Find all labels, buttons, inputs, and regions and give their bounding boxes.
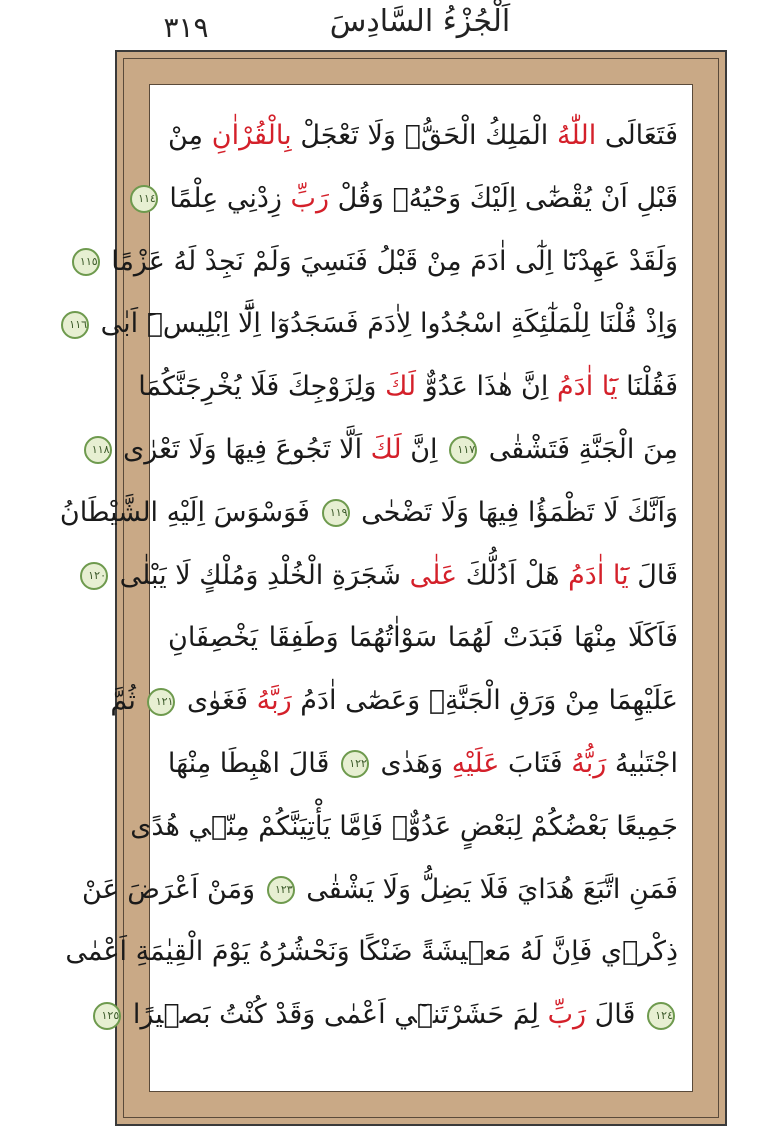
verse-text: وَلَقَدْ عَهِدْنَٓا اِلٰٓى اٰدَمَ مِنْ قَبْلُ فَنَسِيَ وَلَمْ نَجِدْ لَهُ عَزْمًا [102,245,678,277]
ayah-number-marker: ١٢٣ [267,876,295,904]
ayah-number-marker: ١٢١ [147,688,175,716]
verse-text: فَغَوٰى [178,685,257,717]
text-line [79,231,678,294]
verse-text: اَلَّا تَجُوعَ فِيهَا وَلَا تَعْرٰى [114,433,371,465]
verse-text: لِمَ حَشَرْتَن۪ٓي اَعْمٰى وَقَدْ كُنْتُ بَص۪يرًا [124,999,548,1031]
highlighted-word: لَكَ [370,433,402,465]
text-line [91,419,678,482]
highlighted-word: رَبُّهُ [571,747,607,779]
text-line [65,921,678,984]
page-number: ٣١٩ [163,11,209,44]
ayah-number-marker: ١١٦ [61,311,89,339]
ayah-number-marker: ١٢٥ [93,1002,121,1030]
text-line [138,356,678,419]
verse-text: اِنَّ هٰذَا عَدُوٌّ [416,371,557,403]
text-line [88,545,678,608]
verse-text: الْمَلِكُ الْحَقُّۚ وَلَا تَعْجَلْ [291,120,558,151]
verse-text: زِدْنِي عِلْمًا [160,182,291,214]
ayah-number-marker: ١١٤ [130,185,158,213]
verse-text: قَبْلِ اَنْ يُقْضٰٓى اِلَيْكَ وَحْيُهُۘ وَقُلْ [329,182,678,214]
verse-text: فَتَعَالَى [596,120,678,151]
verse-text: قَالَ [628,559,678,591]
text-panel [59,84,693,1092]
verse-text: وَهَدٰى [371,747,452,779]
text-line [101,984,678,1047]
verse-text: وَاَنَّكَ لَا تَظْمَؤُا فِيهَا وَلَا تَضْحٰى [352,496,678,528]
highlighted-word: يَٓا اٰدَمُ [556,371,618,403]
ayah-number-marker: ١١٧ [449,436,477,464]
highlighted-word: عَلٰى [409,559,458,591]
highlighted-word: رَبِّ [290,182,329,214]
verse-text: اِنَّ [401,433,447,465]
text-line [69,293,678,356]
highlighted-word: رَبَّهُ [256,685,292,717]
ayah-number-marker: ١١٥ [72,248,100,276]
verse-text: مِنْ [168,120,212,151]
verse-text: وَاِذْ قُلْنَا لِلْمَلٰٓئِكَةِ اسْجُدُوا لِاٰدَمَ فَسَجَدُوٓا اِلَّٓا اِبْلِيسَۜ اَبٰى [92,308,678,340]
ayah-number-marker: ١١٩ [322,499,350,527]
text-line [110,670,678,733]
highlighted-word: بِالْقُرْاٰنِ [211,120,292,151]
text-line [130,796,678,859]
verse-text: شَجَرَةِ الْخُلْدِ وَمُلْكٍ لَا يَبْلٰى [111,559,410,591]
highlighted-word: لَكَ [385,371,417,403]
highlighted-word: اللّٰهُ [557,120,597,151]
verse-text: فَوَسْوَسَ اِلَيْهِ الشَّيْطَانُ [59,496,319,528]
ayah-number-marker: ١٢٠ [80,562,108,590]
highlighted-word: يَٓا اٰدَمُ [568,559,629,591]
verse-text: وَلِزَوْجِكَ فَلَا يُخْرِجَنَّكُمَا [138,371,386,403]
page-frame [59,50,727,1126]
verse-text: ذِكْر۪ي فَاِنَّ لَهُ مَع۪يشَةً ضَنْكًا وَنَحْشُرُهُ يَوْمَ الْقِيٰمَةِ اَعْمٰى [65,936,678,968]
verse-text: فَاَكَلَا مِنْهَا فَبَدَتْ لَهُمَا سَوْاٰتُهُمَا وَطَفِقَا يَخْصِفَانِ [168,622,678,654]
verse-text: فَمَنِ اتَّبَعَ هُدَايَ فَلَا يَضِلُّ وَلَا يَشْقٰى [297,873,678,905]
text-line [59,482,678,545]
quran-text [59,105,678,1083]
text-line [168,733,678,796]
highlighted-word: رَبِّ [547,999,587,1031]
ayah-number-marker: ١٢٢ [341,750,369,778]
verse-text: اجْتَبٰيهُ [606,747,678,779]
text-line [168,105,678,168]
verse-text: فَقُلْنَا [617,371,678,403]
verse-text: ثُمَّ [110,685,145,717]
verse-text: جَمِيعًا بَعْضُكُمْ لِبَعْضٍ عَدُوٌّۚ فَاِمَّا يَأْتِيَنَّكُمْ مِنّ۪ي هُدًى [130,810,678,842]
text-line [82,859,678,922]
ayah-number-marker: ١١٨ [84,436,112,464]
verse-text: هَلْ اَدُلُّكَ [457,559,569,591]
juz-title: اَلْجُزْءُ السَّادِسَ [329,4,511,39]
verse-text: عَلَيْهِمَا مِنْ وَرَقِ الْجَنَّةِۘ وَعَصٰٓى اٰدَمُ [291,685,678,717]
verse-text: فَتَابَ [499,747,572,779]
verse-text: قَالَ [586,999,644,1031]
text-line [168,607,678,670]
ayah-number-marker: ١٢٤ [647,1002,675,1030]
verse-text: مِنَ الْجَنَّةِ فَتَشْقٰى [480,433,678,465]
text-line [138,168,678,231]
highlighted-word: عَلَيْهِ [451,747,500,779]
verse-text: قَالَ اهْبِطَا مِنْهَا [167,747,338,779]
verse-text: وَمَنْ اَعْرَضَ عَنْ [82,873,264,905]
